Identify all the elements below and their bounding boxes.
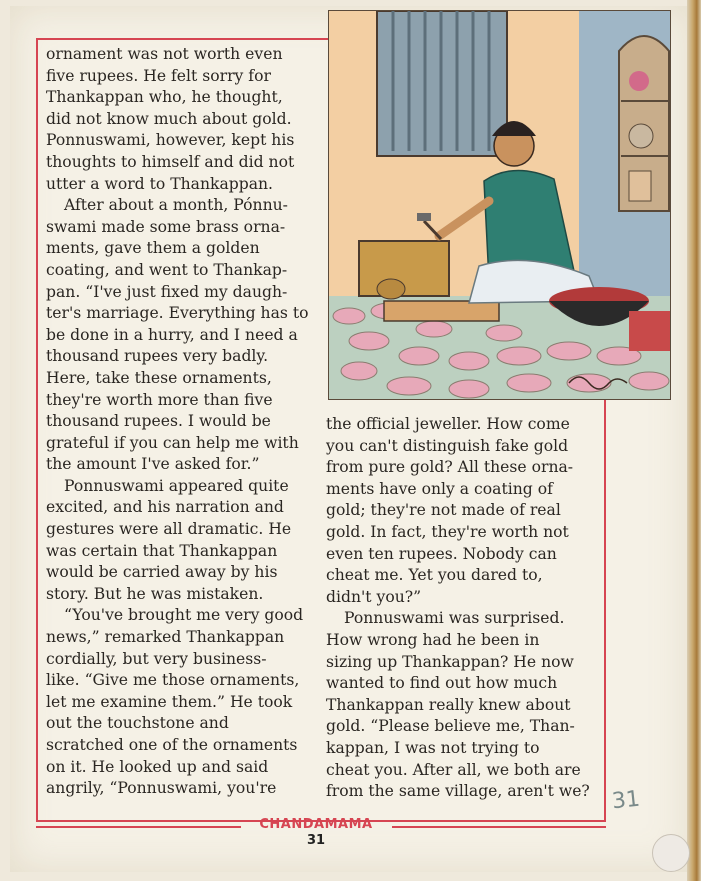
- text-line: ments have only a coating of: [326, 479, 553, 498]
- text-line: thousand rupees very badly.: [46, 347, 269, 366]
- text-line: the official jeweller. How come: [326, 415, 570, 433]
- footer-rule-left: [36, 826, 241, 828]
- text-line: from pure gold? All these orna-: [326, 458, 574, 477]
- text-line: cheat me. Yet you dared to,: [326, 566, 543, 585]
- text-line: they're worth more than five: [46, 390, 273, 409]
- text-line: grateful if you can help me with: [46, 433, 299, 452]
- text-line: Thankappan who, he thought,: [46, 88, 283, 107]
- text-line: coating, and went to Thankap-: [46, 260, 288, 279]
- text-line: out the touchstone and: [46, 714, 229, 733]
- text-line: After about a month, Pónnu-: [64, 196, 288, 215]
- text-line: from the same village, aren't we?: [326, 782, 590, 801]
- text-line: sizing up Thankappan? He now: [326, 652, 574, 671]
- text-line: angrily, “Ponnuswami, you're: [46, 779, 277, 798]
- footer-rule-right: [392, 826, 606, 828]
- right-text-column: [326, 414, 592, 803]
- text-line: Ponnuswami appeared quite: [64, 476, 289, 495]
- story-illustration: [328, 10, 671, 400]
- text-line: would be carried away by his: [46, 563, 278, 582]
- text-line: story. But he was mistaken.: [46, 584, 264, 603]
- handwritten-page-note: 31: [610, 786, 642, 815]
- text-line: ments, gave them a golden: [46, 239, 260, 258]
- text-line: “You've brought me very good: [64, 606, 304, 625]
- text-line: excited, and his narration and: [46, 498, 284, 517]
- page-number: 31: [306, 833, 326, 848]
- text-line: ter's marriage. Everything has to: [46, 304, 309, 323]
- text-line: five rupees. He felt sorry for: [46, 66, 271, 85]
- text-line: be done in a hurry, and I need a: [46, 325, 298, 344]
- text-line: cordially, but very business-: [46, 649, 267, 668]
- red-border-right: [604, 400, 606, 822]
- text-line: even ten rupees. Nobody can: [326, 544, 557, 563]
- text-line: Here, take these ornaments,: [46, 368, 272, 387]
- text-line: thoughts to himself and did not: [46, 152, 295, 171]
- text-line: Ponnuswami, however, kept his: [46, 131, 295, 150]
- text-line: gold. “Please believe me, Than-: [326, 717, 575, 736]
- text-line: thousand rupees. I would be: [46, 412, 271, 431]
- text-line: cheat you. After all, we both are: [326, 760, 581, 779]
- text-line: didn't you?”: [326, 587, 422, 606]
- text-line: gold; they're not made of real: [326, 501, 561, 520]
- left-text-column: [46, 44, 311, 800]
- text-line: wanted to find out how much: [326, 674, 558, 693]
- text-line: news,” remarked Thankappan: [46, 628, 285, 647]
- text-line: gestures were all dramatic. He: [46, 520, 292, 539]
- text-line: How wrong had he been in: [326, 630, 540, 649]
- page-edge-strip: [687, 0, 701, 881]
- text-line: Ponnuswami was surprised.: [344, 609, 565, 628]
- text-line: did not know much about gold.: [46, 109, 292, 128]
- text-line: pan. “I've just fixed my daugh-: [46, 282, 288, 301]
- text-line: utter a word to Thankappan.: [46, 174, 274, 193]
- library-stamp-icon: [652, 834, 690, 872]
- text-line: scratched one of the ornaments: [46, 736, 298, 754]
- text-line: you can't distinguish fake gold: [326, 436, 569, 455]
- text-line: gold. In fact, they're worth not: [326, 522, 569, 541]
- text-line: was certain that Thankappan: [46, 541, 278, 560]
- text-line: let me examine them.” He took: [46, 692, 293, 711]
- text-line: on it. He looked up and said: [46, 757, 269, 776]
- text-line: kappan, I was not trying to: [326, 738, 540, 757]
- text-line: the amount I've asked for.”: [46, 455, 260, 474]
- text-line: ornament was not worth even: [46, 45, 283, 63]
- text-line: Thankappan really knew about: [326, 695, 571, 714]
- magazine-title: CHANDAMAMA: [259, 817, 373, 832]
- text-line: swami made some brass orna-: [46, 217, 286, 236]
- text-line: like. “Give me those ornaments,: [46, 671, 300, 690]
